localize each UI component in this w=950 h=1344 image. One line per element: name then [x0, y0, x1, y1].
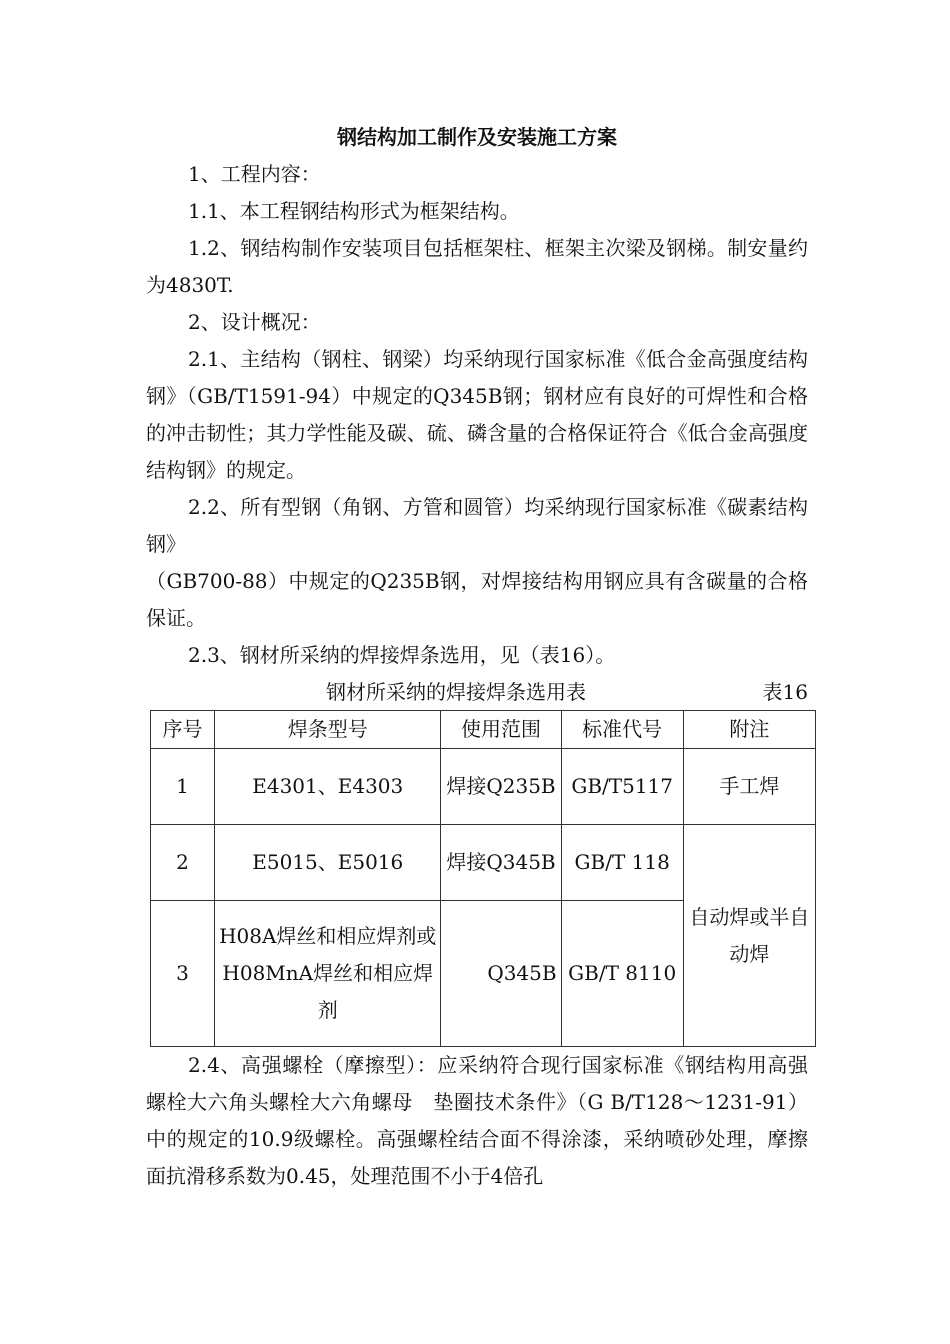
cell-no: 1	[151, 749, 215, 825]
cell-model: E5015、E5016	[215, 825, 441, 901]
paragraph-1-1: 1.1、本工程钢结构形式为框架结构。	[188, 199, 520, 223]
paragraph-2-1: 2.1、主结构（钢柱、钢梁）均采纳现行国家标准《低合金高强度结构钢》（GB/T1591-94）中规定的Q345B钢；钢材应有良好的可焊性和合格的冲击韧性；其力学性能及碳、硫、磷含量的合格保证符合《低合金高强度结构钢》的规定。	[146, 347, 808, 482]
header-model: 焊条型号	[215, 711, 441, 749]
header-no: 序号	[151, 711, 215, 749]
paragraph-2-3: 2.3、钢材所采纳的焊接焊条选用，见（表16）。	[188, 643, 616, 667]
header-note: 附注	[683, 711, 815, 749]
paragraph-2-2-continued: （GB700-88）中规定的Q235B钢，对焊接结构用钢应具有含碳量的合格保证。	[146, 569, 808, 630]
table-caption-title: 钢材所采纳的焊接焊条选用表	[326, 680, 586, 704]
paragraph-2-2: 2.2、所有型钢（角钢、方管和圆管）均采纳现行国家标准《碳素结构钢》	[146, 495, 808, 556]
cell-model: H08A焊丝和相应焊剂或H08MnA焊丝和相应焊剂	[215, 901, 441, 1047]
table-number: 表16	[762, 680, 808, 704]
cell-standard: GB/T 118	[561, 825, 683, 901]
table-row	[151, 825, 816, 901]
paragraph-2-4: 2.4、高强螺栓（摩擦型）：应采纳符合现行国家标准《钢结构用高强螺栓大六角头螺栓大六角螺母 垫圈技术条件》（G B/T128～1231-91）中的规定的10.9级螺栓。高强螺栓结合面不得涂漆，采纳喷砂处理，摩擦面抗滑移系数为0.45，处理范围不小于4倍孔	[146, 1053, 808, 1188]
cell-standard: GB/T 8110	[561, 901, 683, 1047]
cell-scope: 焊接Q235B	[441, 749, 561, 825]
table-header-row	[151, 711, 816, 749]
cell-note: 手工焊	[683, 749, 815, 825]
cell-no: 3	[151, 901, 215, 1047]
cell-model: E4301、E4303	[215, 749, 441, 825]
cell-no: 2	[151, 825, 215, 901]
paragraph-1-2: 1.2、钢结构制作安装项目包括框架柱、框架主次梁及钢梯。制安量约为4830T.	[146, 236, 808, 297]
section-heading-2: 2、设计概况：	[188, 310, 321, 334]
header-scope: 使用范围	[441, 711, 561, 749]
cell-standard: GB/T5117	[561, 749, 683, 825]
electrode-table	[150, 710, 816, 1047]
document-body	[146, 118, 808, 1195]
cell-note-merged: 自动焊或半自动焊	[683, 825, 815, 1047]
section-heading-1: 1、工程内容：	[188, 162, 321, 186]
table-row	[151, 749, 816, 825]
header-standard: 标准代号	[561, 711, 683, 749]
table-caption	[146, 674, 808, 710]
cell-scope: Q345B	[441, 901, 561, 1047]
cell-scope: 焊接Q345B	[441, 825, 561, 901]
document-title: 钢结构加工制作及安装施工方案	[337, 125, 617, 149]
